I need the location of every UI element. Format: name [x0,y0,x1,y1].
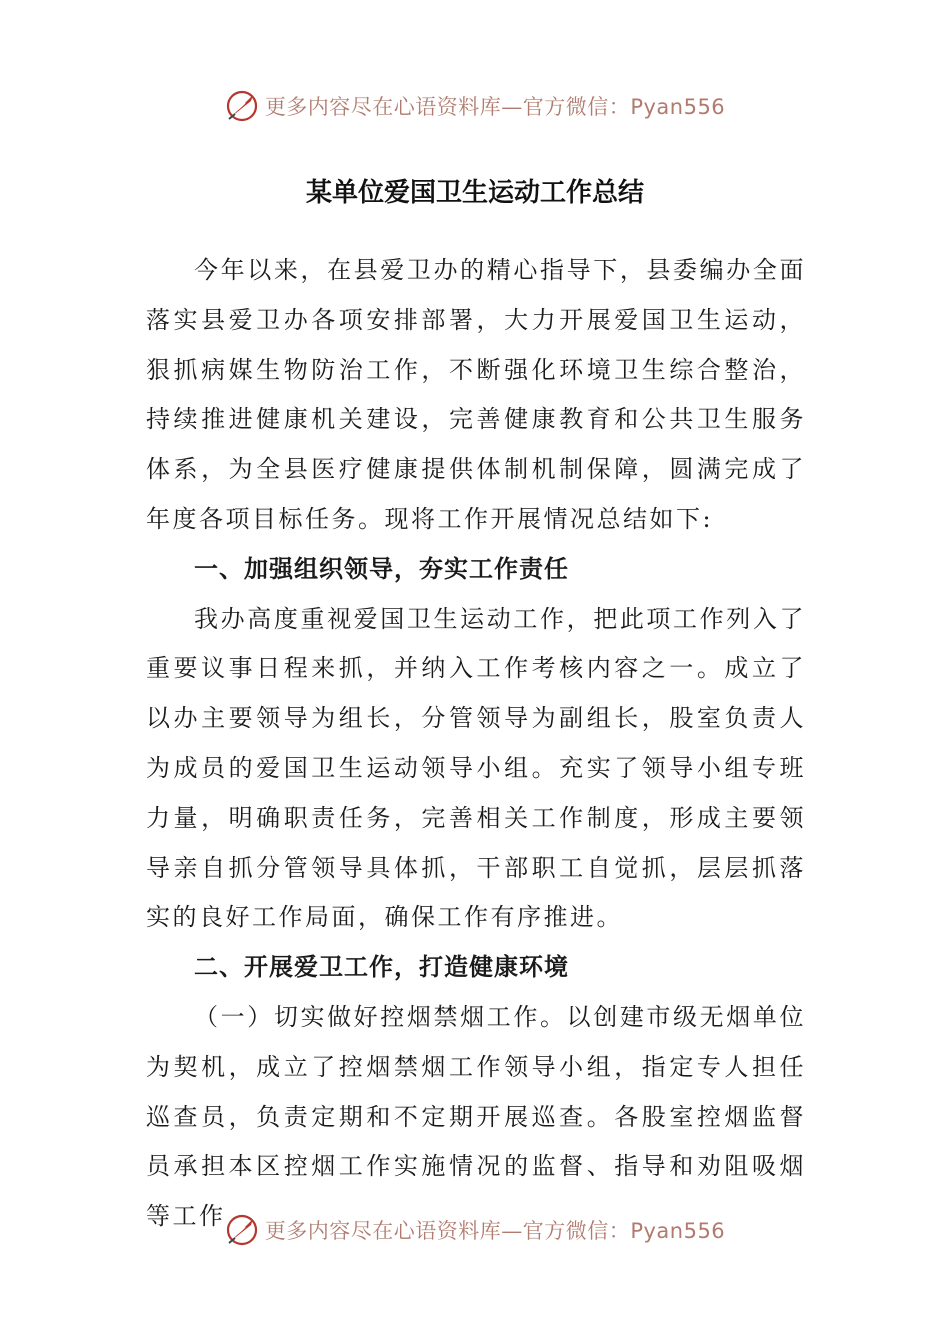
section-1-heading: 一、加强组织领导，夯实工作责任 [194,554,569,583]
wechat-id: Pyan556 [630,1219,726,1243]
quill-pen-icon [225,89,259,123]
section-1-paragraph: 我办高度重视爱国卫生运动工作，把此项工作列入了重要议事日程来抓，并纳入工作考核内容之一。成立了以办主要领导为组长，分管领导为副组长，股室负责人为成员的爱国卫生运动领导小组。充实了领导小组专班力量，明确职责任务，完善相关工作制度，形成主要领导亲自抓分管领导具体抓，干部职工自觉抓，层层抓落实的良好工作局面，确保工作有序推进。 [146,604,806,932]
section-2-paragraph: （一）切实做好控烟禁烟工作。以创建市级无烟单位为契机，成立了控烟禁烟工作领导小组，指定专人担任巡查员，负责定期和不定期开展巡查。各股室控烟监督员承担本区控烟工作实施情况的监督、指导和劝阻吸烟等工作 [146,1002,806,1231]
intro-paragraph: 今年以来，在县爱卫办的精心指导下，县委编办全面落实县爱卫办各项安排部署，大力开展爱国卫生运动，狠抓病媒生物防治工作，不断强化环境卫生综合整治，持续推进健康机关建设，完善健康教育和公共卫生服务体系，为全县医疗健康提供体制机制保障，圆满完成了年度各项目标任务。现将工作开展情况总结如下: [146,256,806,533]
watermark-text: 更多内容尽在心语资料库—官方微信：Pyan556 [264,1219,726,1243]
wechat-id: Pyan556 [630,95,726,119]
watermark-banner-bottom [0,1210,950,1250]
document-body [146,246,806,1242]
section-2-heading: 二、开展爱卫工作，打造健康环境 [194,953,569,982]
document-title: 某单位爱国卫生运动工作总结 [305,178,644,208]
quill-pen-icon [225,1213,259,1247]
watermark-banner-top [0,86,950,126]
watermark-text: 更多内容尽在心语资料库—官方微信：Pyan556 [264,95,726,119]
